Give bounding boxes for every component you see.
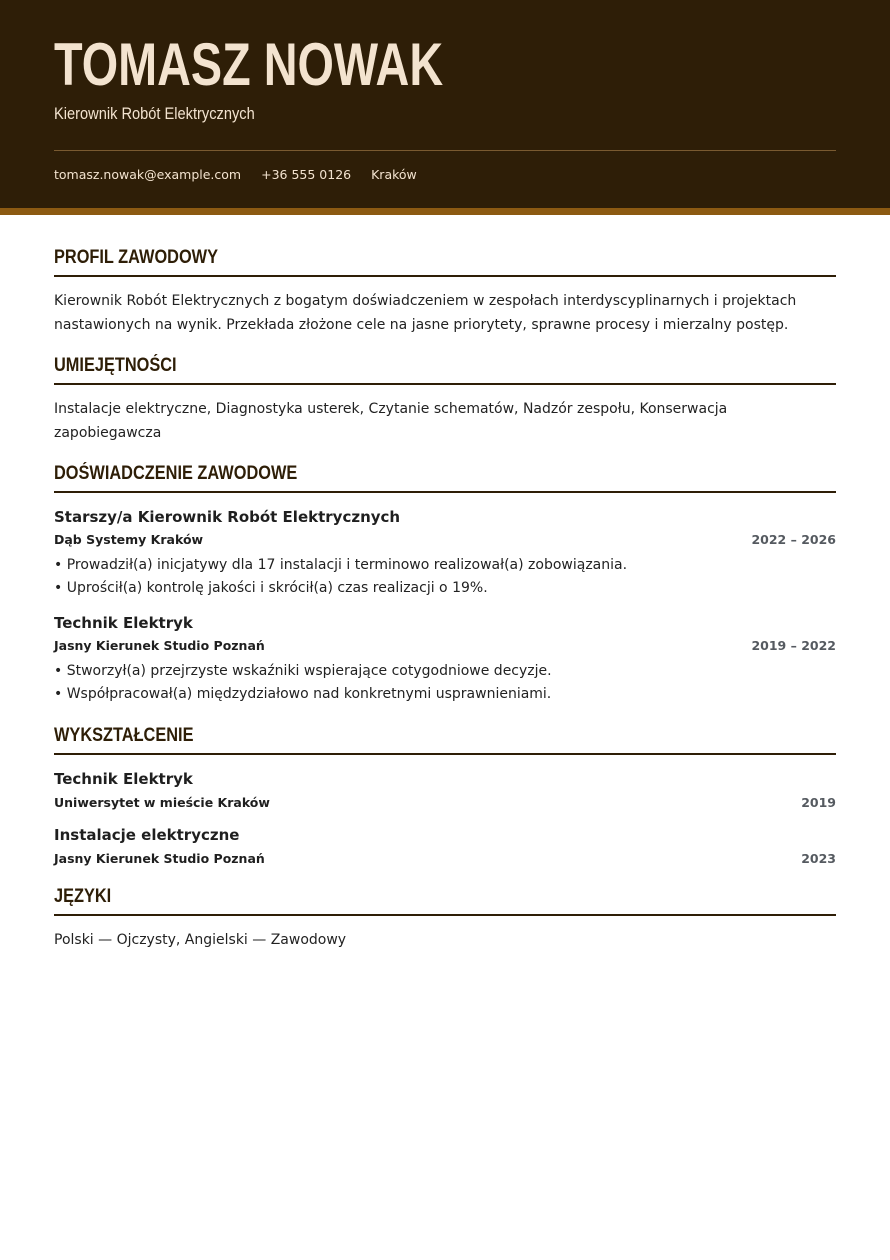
job-dates: 2019 – 2022 (751, 638, 836, 653)
education-title: Technik Elektryk (54, 770, 193, 788)
profile-section (54, 215, 836, 337)
profile-text: Kierownik Robót Elektrycznych z bogatym doświadczeniem w zespołach interdyscyplinarnych i projektach nastawionych na wynik. Przekłada złożone cele na jasne priorytety, sprawne procesy i mierzalny postęp. (54, 293, 797, 333)
contact-phone[interactable]: +36 555 0126 (261, 167, 352, 182)
contact-location: Kraków (371, 167, 417, 182)
job-title: Starszy/a Kierownik Robót Elektrycznych (54, 508, 401, 526)
education-entry (54, 826, 836, 866)
education-title: Instalacje elektryczne (54, 826, 240, 844)
section-title-experience: DOŚWIADCZENIE ZAWODOWE (54, 463, 836, 493)
job-bullets (54, 554, 836, 600)
candidate-name: TOMASZ NOWAK (54, 31, 444, 98)
section-title-skills: UMIEJĘTNOŚCI (54, 355, 836, 385)
skills-text: Instalacje elektryczne, Diagnostyka usterek, Czytanie schematów, Nadzór zespołu, Konserwacja zapobiegawcza (54, 401, 728, 441)
section-title-education: WYKSZTAŁCENIE (54, 725, 836, 755)
education-meta (54, 851, 836, 866)
education-entry (54, 770, 836, 810)
job-title: Technik Elektryk (54, 614, 193, 632)
resume-header (0, 0, 890, 215)
languages-text: Polski — Ojczysty, Angielski — Zawodowy (54, 932, 347, 948)
skills-section (54, 355, 836, 445)
education-school: Uniwersytet w mieście Kraków (54, 795, 270, 810)
job-bullet: • Stworzył(a) przejrzyste wskaźniki wspierające cotygodniowe decyzje. (54, 663, 552, 679)
job-bullet: • Uprościł(a) kontrolę jakości i skrócił(a) czas realizacji o 19%. (54, 580, 488, 596)
job-entry (54, 614, 836, 706)
job-meta (54, 532, 836, 547)
job-entry (54, 508, 836, 600)
contact-email[interactable]: tomasz.nowak@example.com (54, 167, 242, 182)
job-dates: 2022 – 2026 (751, 532, 836, 547)
job-company: Dąb Systemy Kraków (54, 532, 204, 547)
experience-section (54, 463, 836, 706)
job-bullet: • Prowadził(a) inicjatywy dla 17 instalacji i terminowo realizował(a) zobowiązania. (54, 557, 628, 573)
section-title-languages: JĘZYKI (54, 886, 836, 916)
job-company: Jasny Kierunek Studio Poznań (54, 638, 265, 653)
section-title-profile: PROFIL ZAWODOWY (54, 247, 836, 277)
job-bullets (54, 660, 836, 706)
education-year: 2019 (801, 795, 836, 810)
education-year: 2023 (801, 851, 836, 866)
contact-list (54, 167, 417, 182)
job-meta (54, 638, 836, 653)
education-meta (54, 795, 836, 810)
candidate-role: Kierownik Robót Elektrycznych (54, 104, 255, 123)
header-divider (54, 150, 836, 151)
languages-section (54, 886, 836, 952)
job-bullet: • Współpracował(a) międzydziałowo nad konkretnymi usprawnieniami. (54, 686, 552, 702)
resume-body (0, 215, 890, 952)
education-school: Jasny Kierunek Studio Poznań (54, 851, 265, 866)
education-section (54, 725, 836, 866)
